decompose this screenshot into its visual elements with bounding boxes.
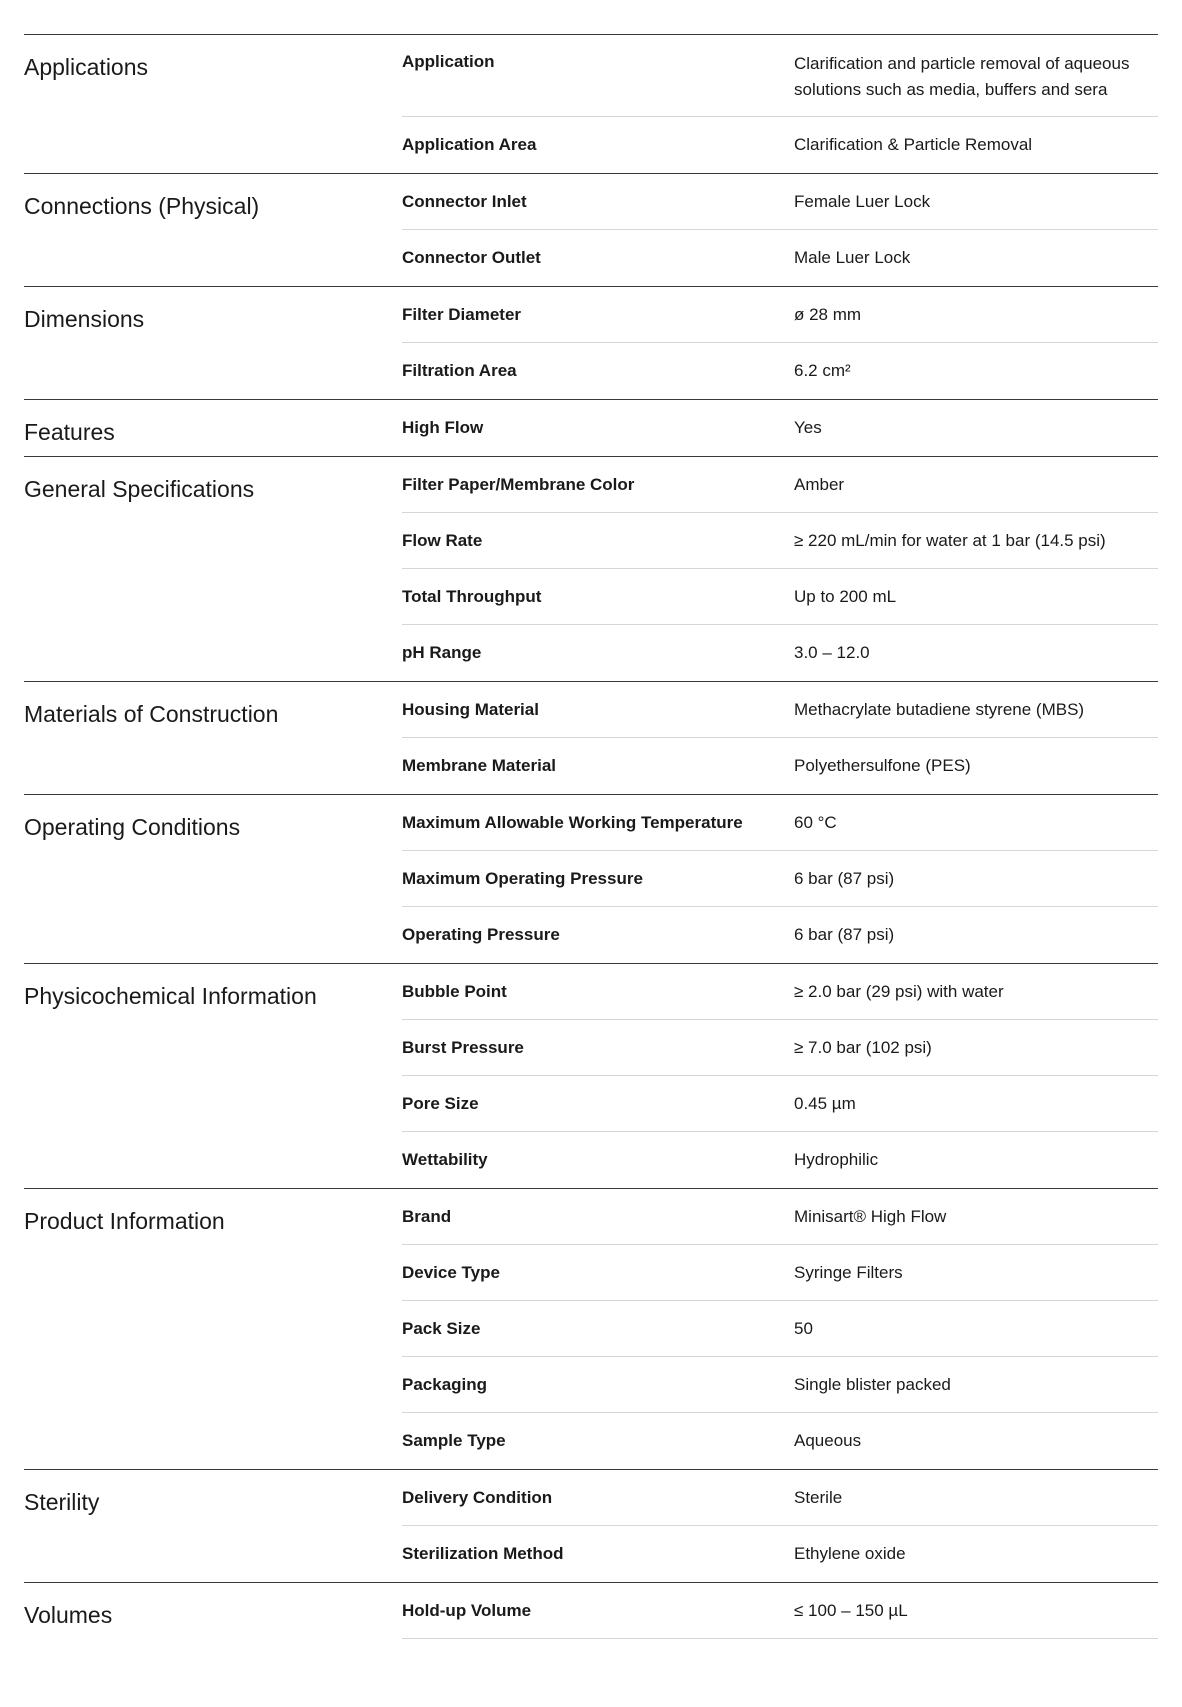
spec-label: Pore Size xyxy=(402,1093,479,1113)
spec-label: pH Range xyxy=(402,643,482,662)
section-volumes xyxy=(24,1582,1158,1639)
spec-label: Application Area xyxy=(402,135,537,154)
section-rows xyxy=(402,964,1158,1188)
spec-value: Minisart® High Flow xyxy=(794,1206,947,1226)
section-product-information xyxy=(24,1188,1158,1469)
spec-value: 0.45 µm xyxy=(794,1093,856,1113)
spec-label: Operating Pressure xyxy=(402,925,560,944)
spec-row xyxy=(402,1301,1158,1357)
spec-label: Maximum Operating Pressure xyxy=(402,868,643,888)
spec-value: Male Luer Lock xyxy=(794,248,911,267)
section-title: Features xyxy=(24,419,115,445)
spec-row xyxy=(402,513,1158,569)
spec-row xyxy=(402,35,1158,117)
spec-row xyxy=(402,1020,1158,1076)
spec-label: Application xyxy=(402,52,495,71)
spec-row xyxy=(402,1583,1158,1639)
spec-value: Female Luer Lock xyxy=(794,191,931,211)
spec-label: Burst Pressure xyxy=(402,1037,524,1057)
section-dimensions xyxy=(24,286,1158,399)
spec-value: 3.0 – 12.0 xyxy=(794,643,870,662)
spec-value: Polyethersulfone (PES) xyxy=(794,756,971,775)
section-rows xyxy=(402,682,1158,794)
spec-row xyxy=(402,907,1158,963)
spec-value: Syringe Filters xyxy=(794,1262,903,1282)
spec-row xyxy=(402,1470,1158,1526)
spec-row xyxy=(402,457,1158,513)
spec-label: Membrane Material xyxy=(402,756,556,775)
section-rows xyxy=(402,174,1158,286)
spec-label: Housing Material xyxy=(402,699,539,719)
spec-row xyxy=(402,400,1158,456)
spec-value: Sterile xyxy=(794,1487,843,1507)
spec-value: 6 bar (87 psi) xyxy=(794,868,895,888)
spec-row xyxy=(402,964,1158,1020)
spec-row xyxy=(402,343,1158,399)
section-rows xyxy=(402,287,1158,399)
spec-label: Brand xyxy=(402,1206,452,1226)
section-sterility xyxy=(24,1469,1158,1582)
spec-value: ≥ 2.0 bar (29 psi) with water xyxy=(794,981,1004,1001)
section-title: Applications xyxy=(24,54,149,80)
section-rows xyxy=(402,457,1158,681)
section-rows xyxy=(402,795,1158,963)
spec-label: Flow Rate xyxy=(402,530,483,550)
spec-row xyxy=(402,1357,1158,1413)
spec-row xyxy=(402,625,1158,681)
spec-value: ≥ 220 mL/min for water at 1 bar (14.5 psi) xyxy=(794,530,1106,550)
spec-value: Hydrophilic xyxy=(794,1150,879,1169)
spec-value: Clarification & Particle Removal xyxy=(794,135,1033,154)
section-rows xyxy=(402,1189,1158,1469)
spec-row xyxy=(402,174,1158,230)
section-connections xyxy=(24,173,1158,286)
section-applications xyxy=(24,34,1158,173)
spec-value: Aqueous xyxy=(794,1431,862,1450)
spec-row xyxy=(402,230,1158,286)
section-general-specifications xyxy=(24,456,1158,681)
spec-value: ≤ 100 – 150 µL xyxy=(794,1600,908,1620)
spec-row xyxy=(402,569,1158,625)
spec-row xyxy=(402,1189,1158,1245)
spec-label: Connector Inlet xyxy=(402,191,527,211)
section-operating-conditions xyxy=(24,794,1158,963)
section-title: Volumes xyxy=(24,1602,113,1628)
specifications-table xyxy=(24,34,1158,1639)
spec-row xyxy=(402,738,1158,794)
section-features xyxy=(24,399,1158,456)
spec-label: Packaging xyxy=(402,1374,488,1394)
section-title: Operating Conditions xyxy=(24,814,241,840)
spec-value: ≥ 7.0 bar (102 psi) xyxy=(794,1037,932,1057)
spec-value: Up to 200 mL xyxy=(794,586,897,606)
spec-row xyxy=(402,1413,1158,1469)
spec-label: Wettability xyxy=(402,1150,488,1169)
spec-value: 6.2 cm² xyxy=(794,361,851,380)
spec-value: 60 °C xyxy=(794,812,837,832)
spec-row xyxy=(402,1132,1158,1188)
spec-label: Device Type xyxy=(402,1262,500,1282)
spec-label: Total Throughput xyxy=(402,586,542,606)
spec-label: Hold-up Volume xyxy=(402,1600,532,1620)
spec-row xyxy=(402,117,1158,173)
section-rows xyxy=(402,400,1158,456)
spec-label: Sample Type xyxy=(402,1431,506,1450)
spec-value: Single blister packed xyxy=(794,1374,951,1394)
spec-label: Connector Outlet xyxy=(402,248,541,267)
spec-value: Yes xyxy=(794,418,822,437)
section-rows xyxy=(402,1470,1158,1582)
spec-value: Ethylene oxide xyxy=(794,1544,906,1563)
spec-label: Pack Size xyxy=(402,1318,481,1338)
spec-label: Filter Paper/Membrane Color xyxy=(402,474,635,494)
spec-label: Sterilization Method xyxy=(402,1544,564,1563)
spec-label: Filtration Area xyxy=(402,361,517,380)
section-materials xyxy=(24,681,1158,794)
spec-label: Maximum Allowable Working Temperature xyxy=(402,812,743,832)
spec-row xyxy=(402,795,1158,851)
spec-value: Clarification and particle removal of aqueous solutions such as media, buffers and sera xyxy=(794,54,1130,99)
section-rows xyxy=(402,1583,1158,1639)
section-rows xyxy=(402,35,1158,173)
section-title: Dimensions xyxy=(24,306,145,332)
section-title: Materials of Construction xyxy=(24,701,279,727)
section-physicochemical xyxy=(24,963,1158,1188)
spec-value: Amber xyxy=(794,474,845,494)
spec-label: Bubble Point xyxy=(402,981,507,1001)
spec-label: High Flow xyxy=(402,418,484,437)
spec-row xyxy=(402,1526,1158,1582)
spec-row xyxy=(402,1245,1158,1301)
spec-value: 6 bar (87 psi) xyxy=(794,925,895,944)
spec-row xyxy=(402,682,1158,738)
spec-value: ø 28 mm xyxy=(794,304,862,324)
section-title: General Specifications xyxy=(24,476,255,502)
spec-label: Filter Diameter xyxy=(402,304,522,324)
section-title: Product Information xyxy=(24,1208,225,1234)
spec-row xyxy=(402,1076,1158,1132)
spec-label: Delivery Condition xyxy=(402,1487,553,1507)
spec-row xyxy=(402,851,1158,907)
section-title: Physicochemical Information xyxy=(24,983,317,1009)
section-title: Connections (Physical) xyxy=(24,193,260,219)
spec-value: 50 xyxy=(794,1318,813,1338)
spec-row xyxy=(402,287,1158,343)
spec-value: Methacrylate butadiene styrene (MBS) xyxy=(794,699,1085,719)
section-title: Sterility xyxy=(24,1489,100,1515)
